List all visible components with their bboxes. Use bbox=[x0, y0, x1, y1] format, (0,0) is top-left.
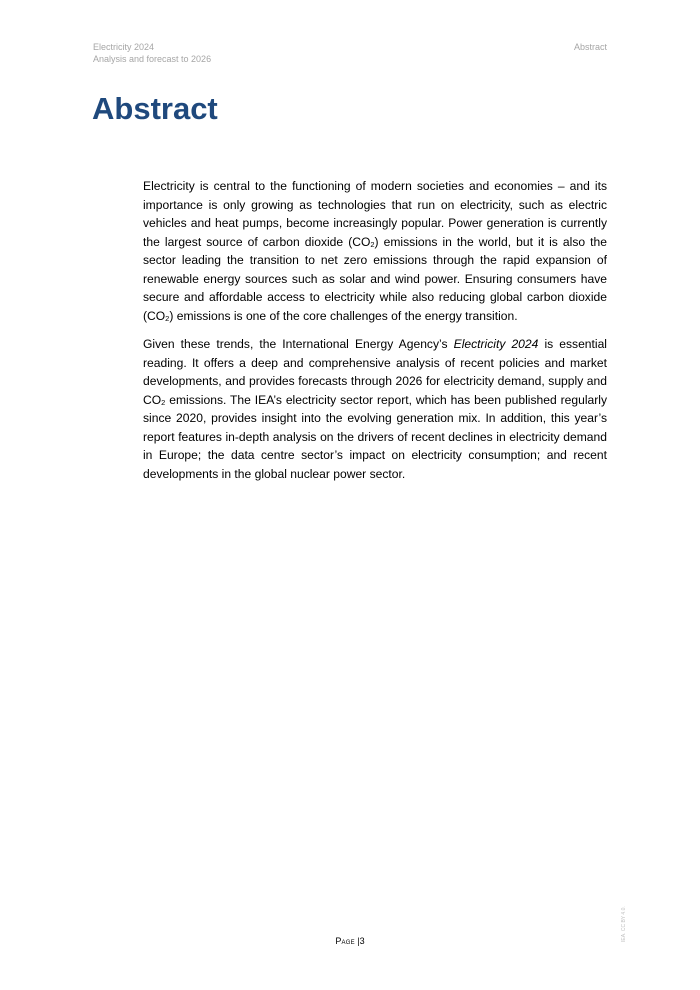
page-title: Abstract bbox=[92, 91, 218, 126]
text-run: ) emissions is one of the core challenges of the energy transition. bbox=[169, 308, 518, 323]
license-note bbox=[621, 896, 631, 942]
page-label: Page bbox=[335, 936, 355, 946]
running-header-left bbox=[93, 41, 211, 65]
text-run: ) emissions in the world, but it is also the sector leading the transition to net zero emissions through the rapid expansion of renewable energy sources such as solar and wind power. Ensuring consumers have secure and affordable access to electricity while also reducing global carbon dioxide (CO bbox=[143, 234, 607, 323]
abstract-paragraph-2 bbox=[143, 335, 607, 483]
subscript: 2 bbox=[161, 397, 166, 407]
page-number: 3 bbox=[359, 936, 365, 946]
page-footer bbox=[0, 935, 700, 947]
text-run: Given these trends, the International Energy Agency’s bbox=[143, 337, 454, 351]
page-separator: | bbox=[357, 936, 360, 946]
license-text: IEA. CC BY 4.0. bbox=[621, 906, 627, 942]
abstract-paragraph-1 bbox=[143, 177, 607, 325]
text-run: emissions. The IEA’s electricity sector report, which has been published regularly since 2020, provides insight into the evolving generation mix. In addition, this year’s report features in-depth analysis on the drivers of recent declines in electricity demand in Europe; the data centre sector’s impact on electricity consumption; and recent developments in the global nuclear power sector. bbox=[143, 392, 607, 481]
text-run: is essential reading. It offers a deep and comprehensive analysis of recent policies and market developments, and provides forecasts through 2026 for electricity demand, supply and CO bbox=[143, 337, 607, 407]
report-subtitle: Analysis and forecast to 2026 bbox=[93, 54, 212, 64]
report-title: Electricity 2024 bbox=[93, 42, 155, 52]
subscript: 2 bbox=[165, 313, 170, 323]
section-name: Abstract bbox=[573, 42, 607, 52]
report-name-italic: Electricity 2024 bbox=[453, 337, 539, 351]
abstract-body bbox=[143, 177, 607, 493]
subscript: 2 bbox=[370, 239, 375, 249]
text-run: Electricity is central to the functioning of modern societies and economies – and its importance is only growing as technologies that run on electricity, such as electric vehicles and heat pumps, become increasingly popular. Power generation is currently the largest source of carbon dioxide (CO bbox=[143, 179, 607, 249]
